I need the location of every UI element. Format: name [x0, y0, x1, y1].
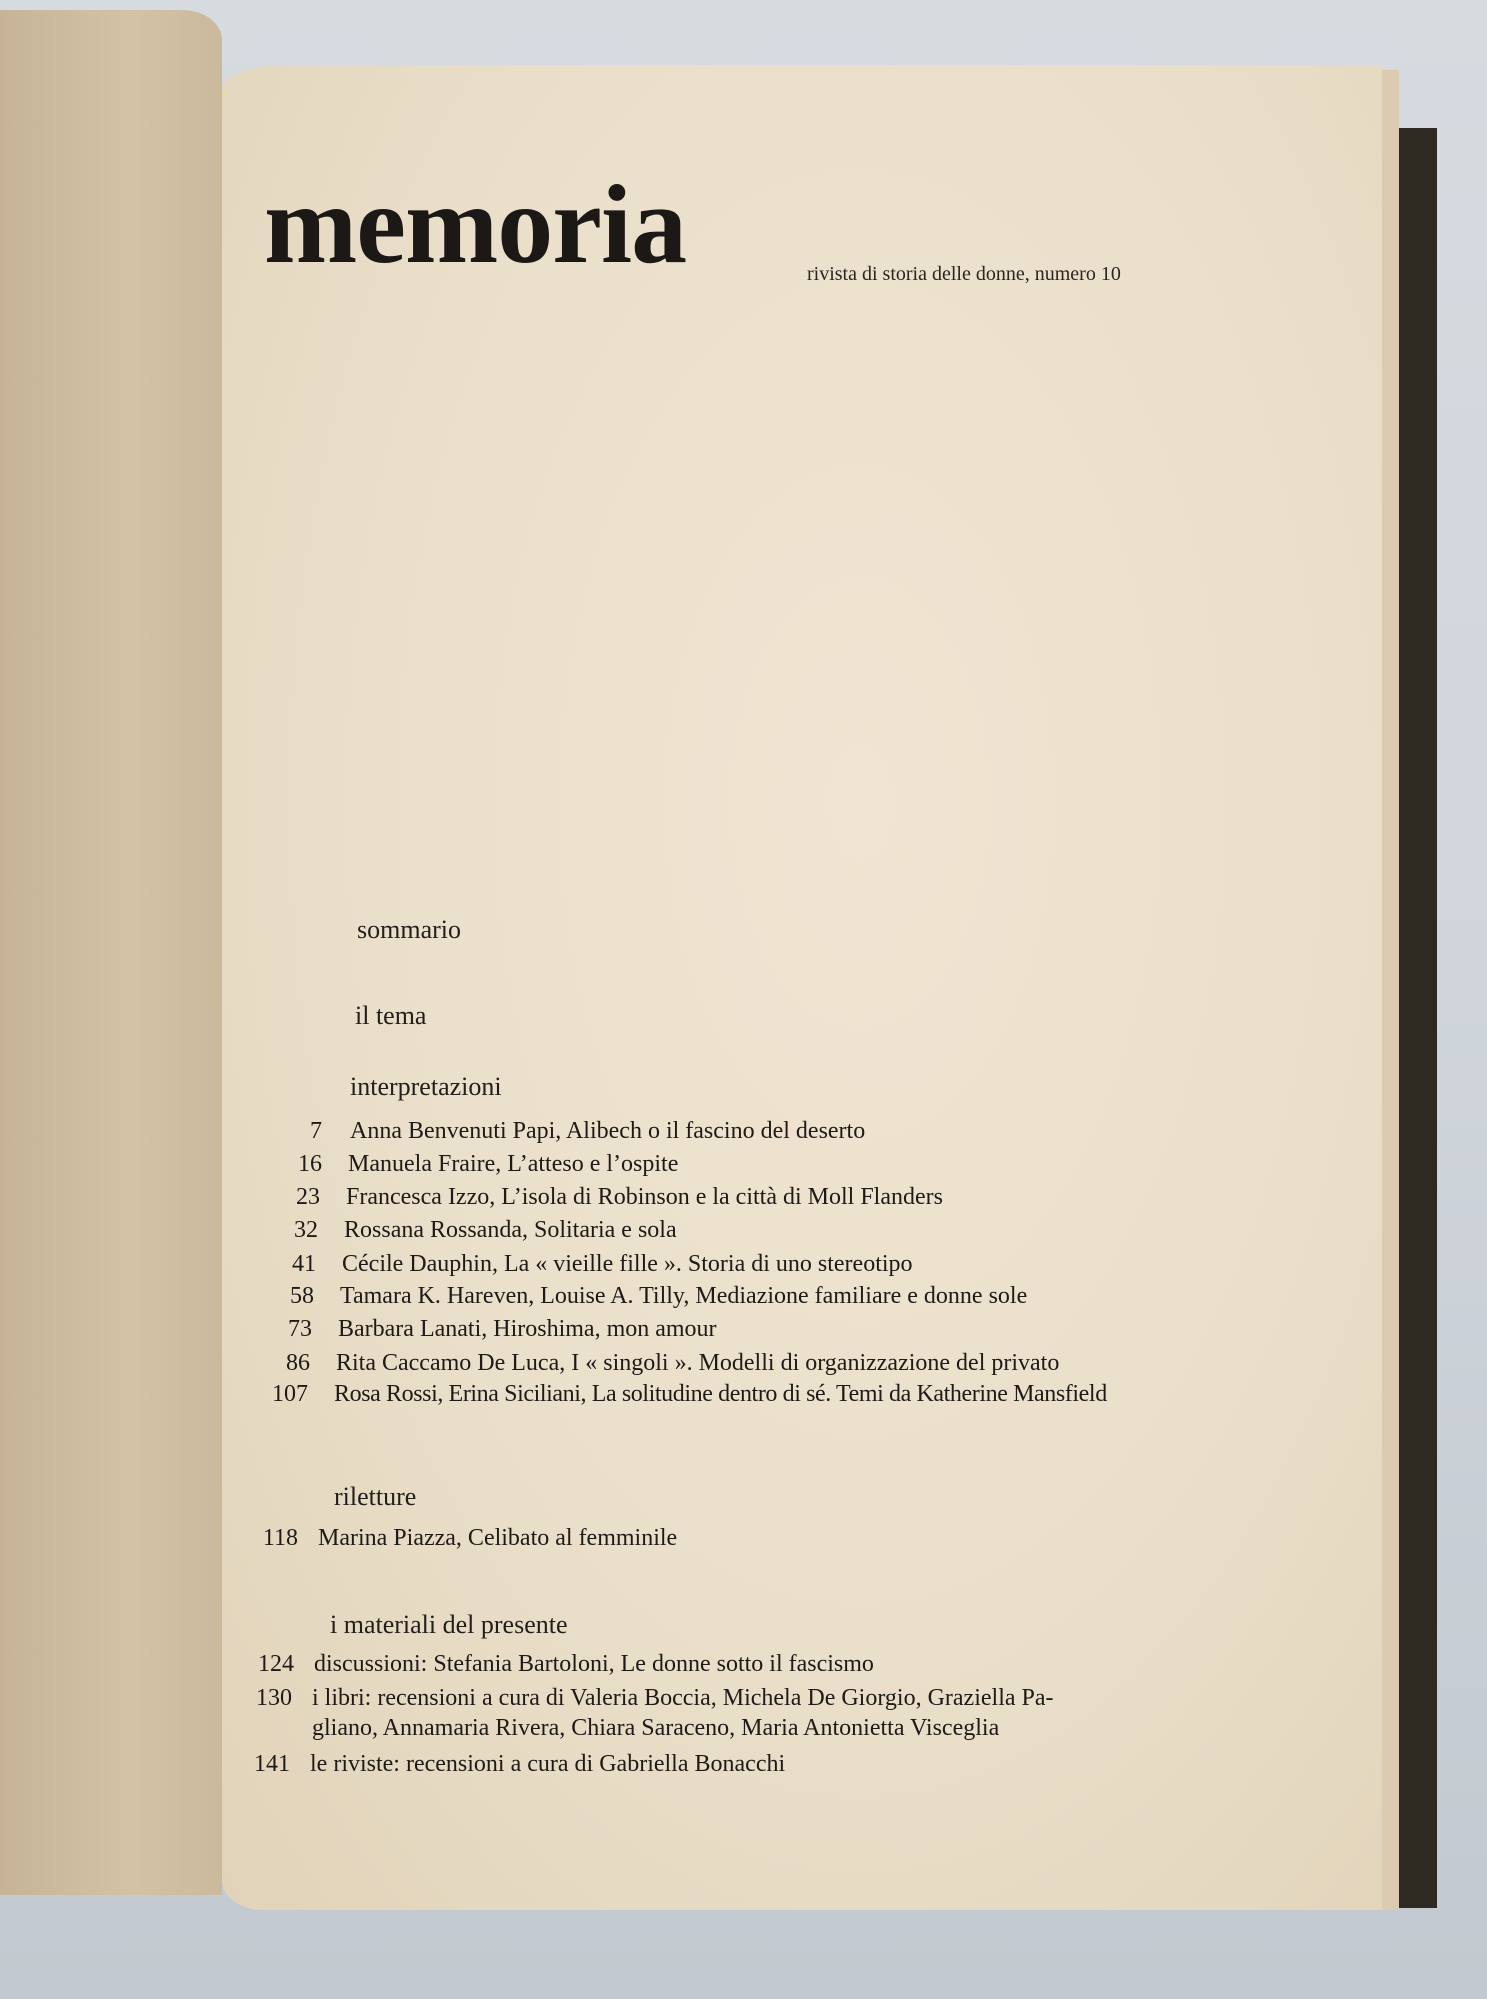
page-number: 86 [286, 1350, 310, 1376]
page-number: 7 [310, 1118, 322, 1144]
entry-text: discussioni: Stefania Bartoloni, Le donne sotto il fascismo [314, 1651, 874, 1677]
entry-text: Anna Benvenuti Papi, Alibech o il fascino del deserto [350, 1118, 866, 1144]
page-number: 130 [256, 1685, 292, 1711]
summary-heading: sommario [357, 915, 461, 944]
page-number: 23 [296, 1184, 320, 1210]
book-cover-edge [1395, 128, 1437, 1908]
entry-text: Manuela Fraire, L’atteso e l’ospite [348, 1151, 679, 1177]
entry-text: Tamara K. Hareven, Louise A. Tilly, Mediazione familiare e donne sole [340, 1283, 1028, 1309]
entry-text: le riviste: recensioni a cura di Gabriella Bonacchi [310, 1751, 786, 1777]
entry-text: Rossana Rossanda, Solitaria e sola [344, 1217, 677, 1243]
section-heading-interpretazioni: interpretazioni [350, 1072, 502, 1101]
entry-text: Cécile Dauphin, La « vieille fille ». Storia di uno stereotipo [342, 1251, 913, 1277]
entry-text: Rosa Rossi, Erina Siciliani, La solitudine dentro di sé. Temi da Katherine Mansfield [334, 1381, 1107, 1407]
entry-text-continuation: gliano, Annamaria Rivera, Chiara Saraceno, Maria Antonietta Visceglia [312, 1715, 1000, 1741]
section-heading-riletture: riletture [334, 1482, 417, 1511]
entry-text: Francesca Izzo, L’isola di Robinson e la città di Moll Flanders [346, 1184, 943, 1210]
page-number: 16 [298, 1151, 322, 1177]
entry-text: i libri: recensioni a cura di Valeria Boccia, Michela De Giorgio, Graziella Pa- [312, 1685, 1054, 1711]
magazine-title: memoria [264, 163, 687, 287]
page-number: 32 [294, 1217, 318, 1243]
page-number: 73 [288, 1316, 312, 1342]
theme-heading: il tema [355, 1001, 427, 1030]
page-number: 58 [290, 1283, 314, 1309]
page-number: 107 [272, 1381, 308, 1407]
contents-page [222, 65, 1382, 1910]
page-number: 118 [262, 1525, 298, 1551]
magazine-subtitle: rivista di storia delle donne, numero 10 [807, 263, 1121, 285]
entry-text: Marina Piazza, Celibato al femminile [318, 1525, 678, 1551]
entry-text: Barbara Lanati, Hiroshima, mon amour [338, 1316, 717, 1342]
left-page [0, 10, 222, 1895]
section-heading-materiali: i materiali del presente [330, 1610, 568, 1639]
page-number: 41 [292, 1251, 316, 1277]
entry-text: Rita Caccamo De Luca, I « singoli ». Modelli di organizzazione del privato [336, 1350, 1060, 1376]
page-number: 141 [254, 1751, 290, 1777]
page-number: 124 [258, 1651, 294, 1677]
